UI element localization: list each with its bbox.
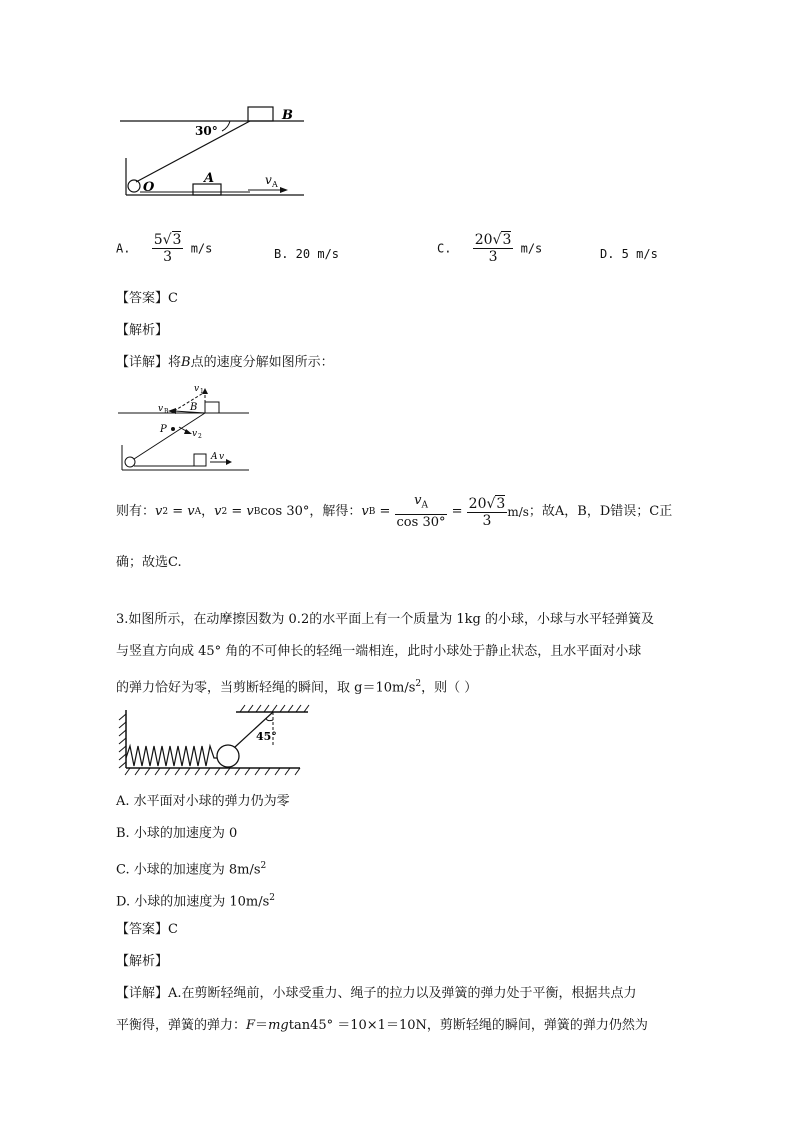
svg-text:v: v [219, 452, 225, 462]
option-d: D. 5 m/s [600, 247, 658, 261]
analysis-heading-q2: 【解析】 [116, 323, 169, 338]
equation-q2: 则有： v 2 = v A ， v 2 = v B cos 30° ，解得： v B = $\frac{v_A}{\cos 30^\circ}$ = $\frac{20√3}{3}$ m/s ；故A，B，D错误；C正 [116, 493, 673, 530]
q3-line1: 3.如图所示，在动摩擦因数为 0.2的水平面上有一个质量为 1kg 的小球，小球与水平轻弹簧及 [116, 612, 654, 627]
svg-text:B: B [164, 408, 169, 415]
label-B: B [282, 108, 293, 123]
q3-option-a: A. 水平面对小球的弹力仍为零 [116, 794, 290, 809]
svg-text:B: B [190, 402, 198, 413]
q3-option-d: D. 小球的加速度为 $10m/s^2$ [116, 893, 276, 910]
svg-text:A: A [211, 452, 218, 462]
svg-text:v: v [194, 384, 200, 394]
option-b: B. 20 m/s [274, 247, 340, 261]
figure-velocity-decomposition [116, 380, 252, 472]
svg-text:2: 2 [198, 433, 202, 440]
figure-spring-ball [116, 700, 316, 780]
label-angle-30: 30° [195, 124, 218, 138]
analysis-heading-q3: 【解析】 [116, 954, 169, 969]
figure-ramp-rope [118, 98, 308, 208]
q3-line2: 与竖直方向成 45° 角的不可伸长的轻绳一端相连，此时小球处于静止状态，且水平面对小球 [116, 644, 642, 659]
option-c: C. $\frac{20√3}{3}$ m/s [437, 232, 543, 265]
svg-text:v: v [192, 429, 198, 439]
svg-text:P: P [160, 424, 167, 435]
svg-text:v: v [158, 404, 164, 414]
q3-option-c: C. 小球的加速度为 $8m/s^2$ [116, 861, 267, 878]
svg-text:1: 1 [200, 388, 204, 395]
detail-q2: 【详解】将B点的速度分解如图所示： [116, 355, 334, 370]
label-angle-45: 45° [256, 730, 277, 743]
equation-q2-line2: 确；故选C. [116, 555, 182, 570]
detail-q3-line1: 【详解】A.在剪断轻绳前，小球受重力、绳子的拉力以及弹簧的弹力处于平衡，根据共点力 [116, 986, 637, 1001]
detail-q3-line2: 平衡得，弹簧的弹力：F＝mgtan45° ＝10×1＝10N，剪断轻绳的瞬间，弹簧的弹力仍然为 [116, 1018, 648, 1033]
q3-line3: 的弹力恰好为零，当剪断轻绳的瞬间，取 $g=10m/s^2$，则（ ） [116, 679, 478, 696]
label-vA-sub: A [272, 180, 278, 189]
q3-option-b: B. 小球的加速度为 0 [116, 826, 238, 841]
label-O: O [143, 180, 155, 195]
answer-q2: 【答案】C [116, 291, 178, 306]
label-vA: v [265, 173, 272, 187]
label-A: A [204, 171, 215, 186]
answer-q3: 【答案】C [116, 922, 178, 937]
option-a: A. $\frac{5√3}{3}$ m/s [116, 232, 213, 265]
